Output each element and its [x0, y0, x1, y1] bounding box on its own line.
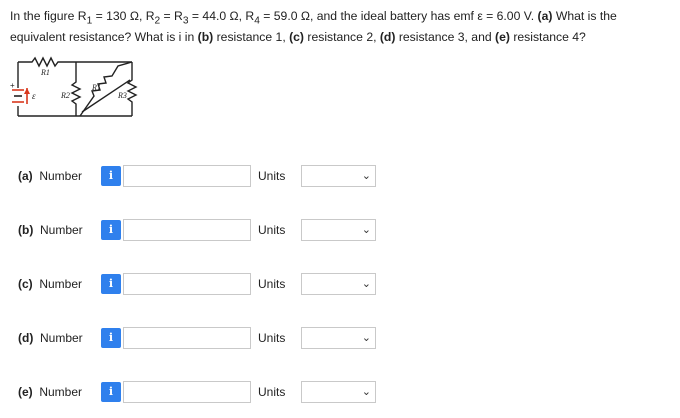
number-input-d[interactable]: [123, 327, 251, 349]
answer-label: (d) Number: [18, 331, 83, 345]
answer-label: (c) Number: [18, 277, 83, 291]
units-label: Units: [258, 277, 286, 291]
answer-label: (e) Number: [18, 385, 83, 399]
answer-row-b: [0, 219, 680, 245]
svg-text:R3: R3: [118, 91, 127, 100]
chevron-down-icon: ⌄: [361, 223, 371, 236]
resistor-r1-top: [18, 58, 76, 66]
svg-text:R1: R1: [92, 83, 101, 92]
units-label: Units: [258, 169, 286, 183]
info-icon[interactable]: i: [101, 328, 121, 348]
answer-row-c: [0, 273, 680, 299]
units-select-c[interactable]: [301, 273, 376, 295]
answer-row-e: [0, 381, 680, 407]
answer-label: (b) Number: [18, 223, 83, 237]
answer-row-a: [0, 165, 680, 191]
resistor-r2: [72, 62, 80, 116]
units-label: Units: [258, 331, 286, 345]
units-select-d[interactable]: [301, 327, 376, 349]
number-input-a[interactable]: [123, 165, 251, 187]
chevron-down-icon: ⌄: [361, 385, 371, 398]
svg-text:+: +: [10, 81, 15, 90]
units-select-e[interactable]: [301, 381, 376, 403]
answer-row-d: [0, 327, 680, 353]
number-input-b[interactable]: [123, 219, 251, 241]
units-label: Units: [258, 223, 286, 237]
chevron-down-icon: ⌄: [361, 331, 371, 344]
question-text: In the figure $R_1 = 130$ Ω, $R_2 = R_3 = 44.0$ Ω, $R_4 = 59.0$ Ω, and the ideal battery has emf ε = 6.00 V. (a) What is the equivalent resistance? What is i in (b) resistance 1, (c) resistance 2, (d) resistance 3, and (e) resistance 4?: [10, 9, 617, 45]
info-icon[interactable]: i: [101, 274, 121, 294]
chevron-down-icon: ⌄: [361, 169, 371, 182]
svg-text:R2: R2: [61, 91, 70, 100]
chevron-down-icon: ⌄: [361, 277, 371, 290]
number-input-c[interactable]: [123, 273, 251, 295]
svg-text:R1: R1: [41, 68, 50, 77]
battery: [12, 88, 30, 104]
circuit-diagram: [8, 50, 143, 130]
info-icon[interactable]: i: [101, 220, 121, 240]
units-select-b[interactable]: [301, 219, 376, 241]
resistor-r3: [128, 62, 136, 116]
answer-label: (a) Number: [18, 169, 83, 183]
info-icon[interactable]: i: [101, 166, 121, 186]
info-icon[interactable]: i: [101, 382, 121, 402]
units-select-a[interactable]: [301, 165, 376, 187]
svg-text:ε: ε: [32, 91, 36, 101]
units-label: Units: [258, 385, 286, 399]
number-input-e[interactable]: [123, 381, 251, 403]
